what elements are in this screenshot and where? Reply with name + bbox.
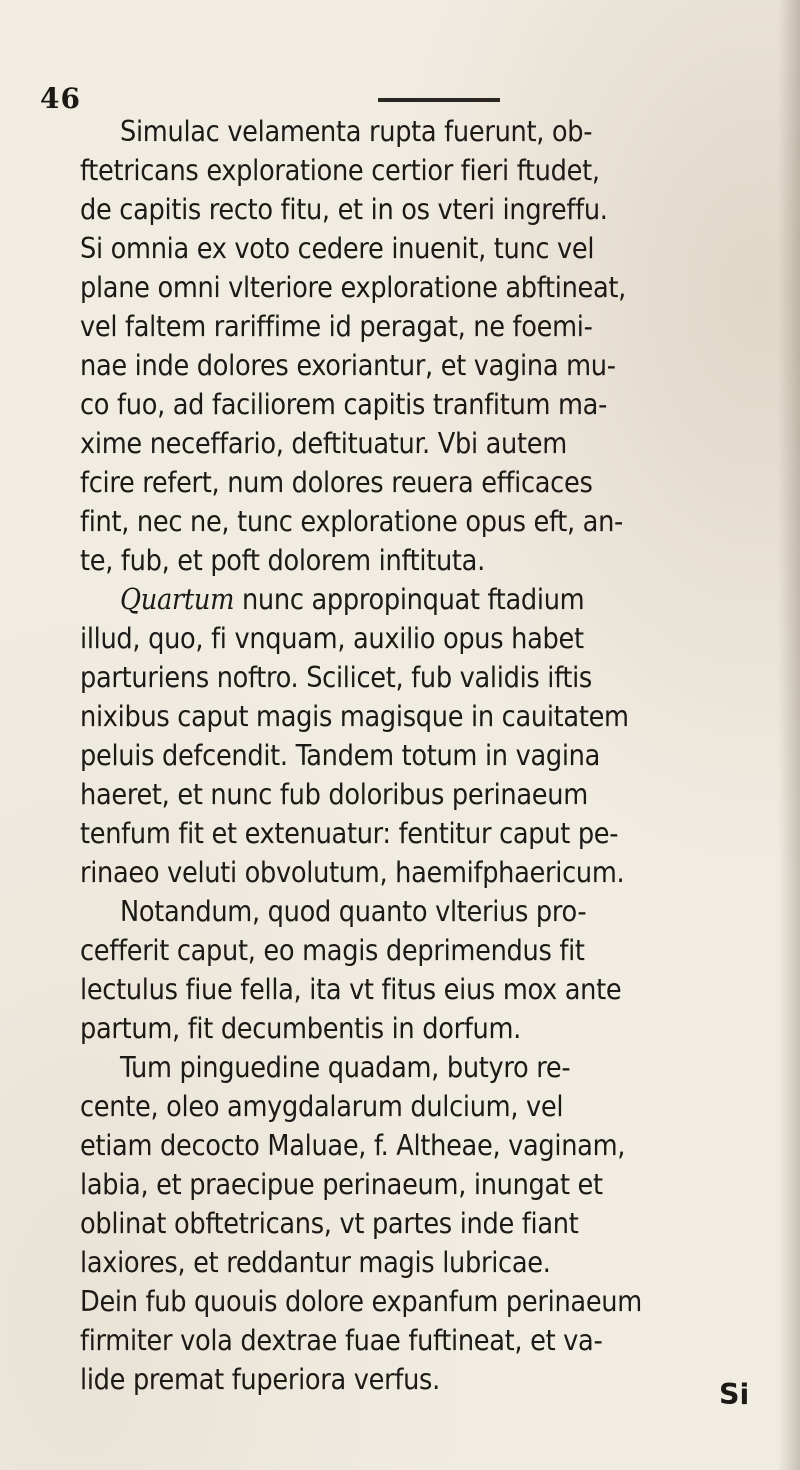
text-line: nixibus caput magis magisque in cauitatem bbox=[80, 700, 629, 733]
text-line: parturiens noftro. Scilicet, fub validis iftis bbox=[80, 661, 592, 694]
text-line: etiam decocto Maluae, f. Altheae, vaginam, bbox=[80, 1129, 626, 1162]
text-line: vel faltem rariffime id peragat, ne foemi- bbox=[80, 310, 593, 343]
text-line-quartum bbox=[120, 580, 584, 620]
header-rule bbox=[378, 98, 500, 102]
catchword: Si bbox=[719, 1378, 750, 1411]
text-line: Simulac velamenta rupta fuerunt, ob- bbox=[120, 115, 593, 148]
text-line: haeret, et nunc fub doloribus perinaeum bbox=[80, 778, 588, 811]
text-line: plane omni vlteriore exploratione abftineat, bbox=[80, 271, 627, 304]
text-line-rest: nunc appropinquat ftadium bbox=[241, 583, 585, 616]
text-line: labia, et praecipue perinaeum, inungat et bbox=[80, 1168, 603, 1201]
text-line: fcire refert, num dolores reuera efficaces bbox=[80, 466, 593, 499]
text-line: nae inde dolores exoriantur, et vagina mu- bbox=[80, 349, 616, 382]
text-line: co fuo, ad faciliorem capitis tranfitum ma- bbox=[80, 388, 608, 421]
text-line: cente, oleo amygdalarum dulcium, vel bbox=[80, 1090, 564, 1123]
text-line: fint, nec ne, tunc exploratione opus eft, an- bbox=[80, 505, 623, 538]
text-line: oblinat obftetricans, vt partes inde fiant bbox=[80, 1207, 579, 1240]
text-line: peluis defcendit. Tandem totum in vagina bbox=[80, 739, 601, 772]
text-line: xime neceffario, deftituatur. Vbi autem bbox=[80, 427, 567, 460]
page-edge-shadow bbox=[778, 0, 800, 1470]
text-line: cefferit caput, eo magis deprimendus fit bbox=[80, 934, 585, 967]
text-line: Notandum, quod quanto vlterius pro- bbox=[120, 895, 587, 928]
text-line: Dein fub quouis dolore expanfum perinaeum bbox=[80, 1285, 642, 1318]
text-line: laxiores, et reddantur magis lubricae. bbox=[80, 1246, 551, 1279]
text-line: firmiter vola dextrae fuae fuftineat, et va- bbox=[80, 1324, 603, 1357]
text-line: illud, quo, fi vnquam, auxilio opus habet bbox=[80, 622, 584, 655]
text-line: te, fub, et poft dolorem inftituta. bbox=[80, 544, 485, 577]
page-number: 46 bbox=[40, 82, 81, 115]
text-line: Si omnia ex voto cedere inuenit, tunc vel bbox=[80, 232, 595, 265]
text-line: lide premat fuperiora verfus. bbox=[80, 1363, 440, 1396]
text-line: de capitis recto fitu, et in os vteri ingreffu. bbox=[80, 193, 608, 226]
italic-lead: Quartum bbox=[120, 583, 235, 616]
text-line: Tum pinguedine quadam, butyro re- bbox=[120, 1051, 571, 1084]
text-line: partum, fit decumbentis in dorfum. bbox=[80, 1012, 522, 1045]
text-line: ftetricans exploratione certior fieri ftudet, bbox=[80, 154, 600, 187]
text-line: rinaeo veluti obvolutum, haemifphaericum. bbox=[80, 856, 625, 889]
text-line: lectulus fiue fella, ita vt fitus eius mox ante bbox=[80, 973, 622, 1006]
text-line: tenfum fit et extenuatur: fentitur caput pe- bbox=[80, 817, 619, 850]
